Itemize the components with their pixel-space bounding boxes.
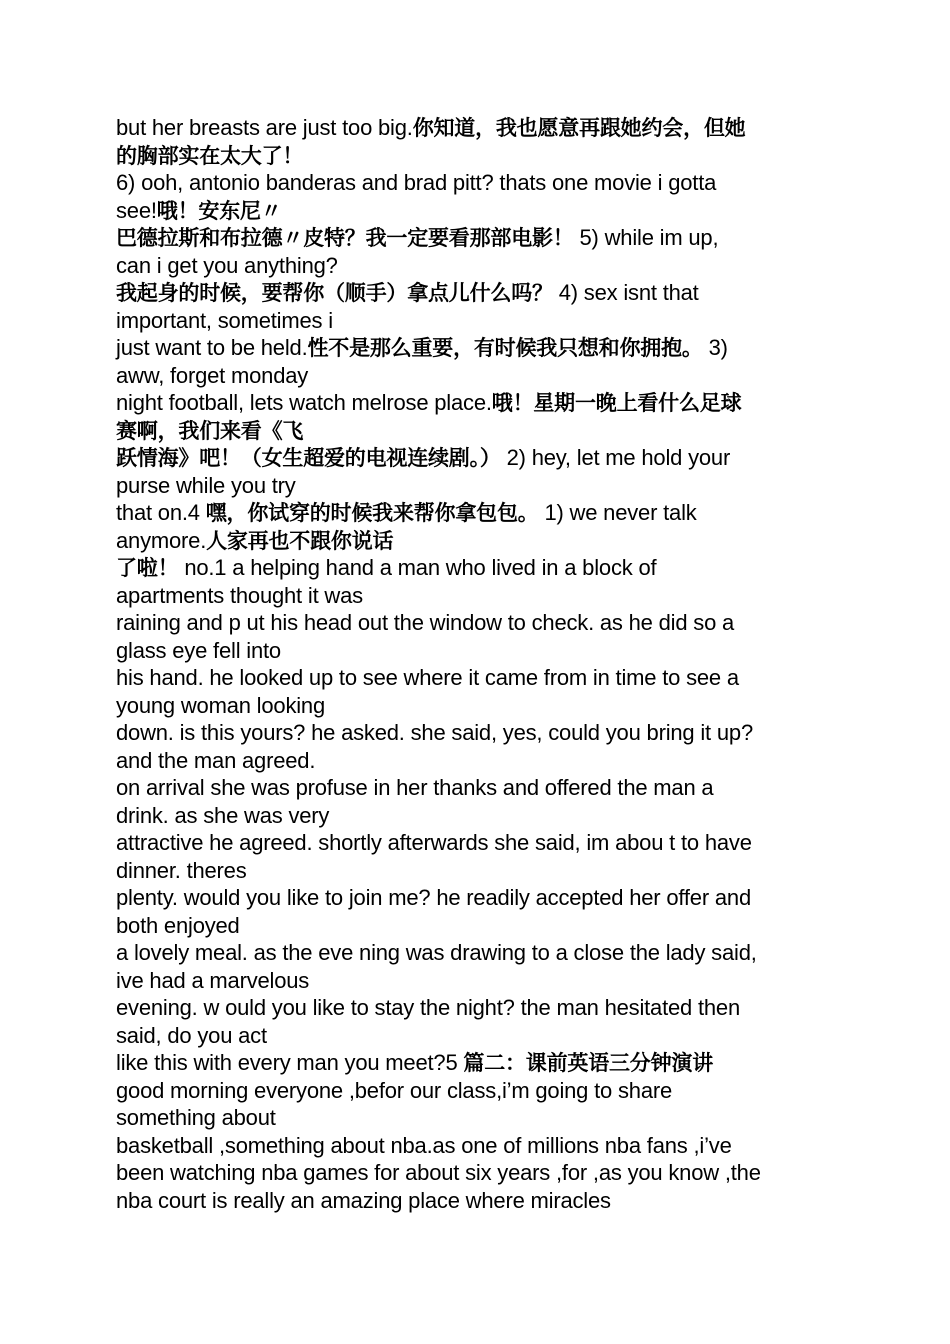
chinese-text-segment: 赛啊，我们来看《飞 xyxy=(116,418,304,443)
english-text-segment: evening. w ould you like to stay the night? the man hesitated then xyxy=(116,995,740,1020)
english-text-segment: glass eye fell into xyxy=(116,637,281,663)
english-text-segment: raining and p ut his head out the window to check. as he did so a xyxy=(116,610,735,635)
text-line xyxy=(116,142,846,170)
english-text-segment: apartments thought it was xyxy=(116,582,363,608)
english-text-segment: on arrival she was profuse in her thanks and offered the man a xyxy=(116,775,714,800)
text-line xyxy=(116,362,846,390)
english-text-segment: 2) hey, let me hold your xyxy=(500,445,731,470)
text-line xyxy=(116,802,846,830)
chinese-text-segment: 了啦！ xyxy=(116,556,179,580)
english-text-segment: attractive he agreed. shortly afterwards she said, im abou t to have xyxy=(116,830,752,855)
text-line xyxy=(116,1159,846,1187)
chinese-text-segment: 人家再也不跟你说话 xyxy=(206,528,394,553)
english-text-segment: ive had a marvelous xyxy=(116,967,310,993)
english-text-segment: no.1 a helping hand a man who lived in a block of xyxy=(178,555,657,580)
text-line xyxy=(116,884,846,912)
text-line xyxy=(116,224,846,252)
text-line xyxy=(116,554,846,582)
english-text-segment: 4) sex isnt that xyxy=(552,280,699,305)
text-line xyxy=(116,1077,846,1105)
english-text-segment: something about xyxy=(116,1105,276,1130)
english-text-segment: both enjoyed xyxy=(116,912,240,938)
text-line xyxy=(116,499,846,527)
text-line xyxy=(116,747,846,775)
english-text-segment: a lovely meal. as the eve ning was drawing to a close the lady said, xyxy=(116,940,757,965)
chinese-text-segment: 性不是那么重要，有时候我只想和你拥抱。 xyxy=(307,336,703,360)
text-line xyxy=(116,417,846,445)
english-text-segment: plenty. would you like to join me? he readily accepted her offer and xyxy=(116,885,751,910)
english-text-segment: 3) xyxy=(702,335,728,360)
text-line xyxy=(116,664,846,692)
text-line xyxy=(116,609,846,637)
english-text-segment: purse while you try xyxy=(116,472,296,498)
text-line xyxy=(116,1104,846,1132)
english-text-segment: 1) we never talk xyxy=(538,500,697,525)
english-text-segment: but her breasts are just too big. xyxy=(116,115,413,140)
english-text-segment: like this with every man you meet?5 xyxy=(116,1050,464,1075)
chinese-text-segment: 哦！安东尼〃 xyxy=(156,198,282,223)
text-line xyxy=(116,527,846,555)
text-line xyxy=(116,637,846,665)
chinese-text-segment: 跃情海》吧！（女生超爱的电视连续剧。） xyxy=(116,446,501,470)
chinese-text-segment: 篇二：课前英语三分钟演讲 xyxy=(463,1051,714,1075)
english-text-segment: his hand. he looked up to see where it came from in time to see a xyxy=(116,665,739,690)
english-text-segment: said, do you act xyxy=(116,1022,267,1048)
english-text-segment: can i get you anything? xyxy=(116,252,338,278)
text-line xyxy=(116,334,846,362)
chinese-text-segment: 巴德拉斯和布拉德〃皮特？我一定要看那部电影！ xyxy=(116,226,574,250)
text-line xyxy=(116,1022,846,1050)
text-line xyxy=(116,252,846,280)
text-line xyxy=(116,967,846,995)
text-line xyxy=(116,279,846,307)
text-line xyxy=(116,857,846,885)
chinese-text-segment: 你知道，我也愿意再跟她约会，但她 xyxy=(412,116,746,140)
english-text-segment: good morning everyone ,befor our class,i’m going to share xyxy=(116,1077,673,1103)
english-text-segment: basketball ,something about nba.as one of millions nba fans ,i’ve xyxy=(116,1132,732,1158)
english-text-segment: been watching nba games for about six years ,for ,as you know ,the xyxy=(116,1160,761,1185)
english-text-segment: drink. as she was very xyxy=(116,802,330,828)
text-line xyxy=(116,1187,846,1215)
text-line xyxy=(116,307,846,335)
english-text-segment: that on.4 xyxy=(116,500,206,525)
document-body xyxy=(116,114,846,1214)
english-text-segment: nba court is really an amazing place where miracles xyxy=(116,1187,611,1213)
english-text-segment: 5) while im up, xyxy=(573,225,719,250)
chinese-text-segment: 的胸部实在太大了！ xyxy=(116,143,304,168)
english-text-segment: night football, lets watch melrose place. xyxy=(116,390,492,415)
english-text-segment: down. is this yours? he asked. she said, yes, could you bring it up? xyxy=(116,720,753,745)
text-line xyxy=(116,114,846,142)
text-line xyxy=(116,939,846,967)
english-text-segment: just want to be held. xyxy=(116,335,308,360)
text-line xyxy=(116,692,846,720)
text-line xyxy=(116,912,846,940)
english-text-segment: young woman looking xyxy=(116,692,326,718)
english-text-segment: see! xyxy=(116,197,157,223)
text-line xyxy=(116,1132,846,1160)
text-line xyxy=(116,169,846,197)
text-line xyxy=(116,582,846,610)
english-text-segment: dinner. theres xyxy=(116,857,247,883)
text-line xyxy=(116,472,846,500)
english-text-segment: anymore. xyxy=(116,527,207,553)
text-line xyxy=(116,1049,846,1077)
chinese-text-segment: 哦！星期一晚上看什么足球 xyxy=(491,391,742,415)
english-text-segment: and the man agreed. xyxy=(116,747,316,773)
text-line xyxy=(116,389,846,417)
english-text-segment: important, sometimes i xyxy=(116,307,333,333)
english-text-segment: aww, forget monday xyxy=(116,362,309,388)
chinese-text-segment: 嘿，你试穿的时候我来帮你拿包包。 xyxy=(205,501,539,525)
text-line xyxy=(116,829,846,857)
text-line xyxy=(116,994,846,1022)
text-line xyxy=(116,774,846,802)
text-line xyxy=(116,197,846,225)
text-line xyxy=(116,719,846,747)
english-text-segment: 6) ooh, antonio banderas and brad pitt? thats one movie i gotta xyxy=(116,170,717,195)
chinese-text-segment: 我起身的时候，要帮你（顺手）拿点儿什么吗？ xyxy=(116,281,553,305)
text-line xyxy=(116,444,846,472)
